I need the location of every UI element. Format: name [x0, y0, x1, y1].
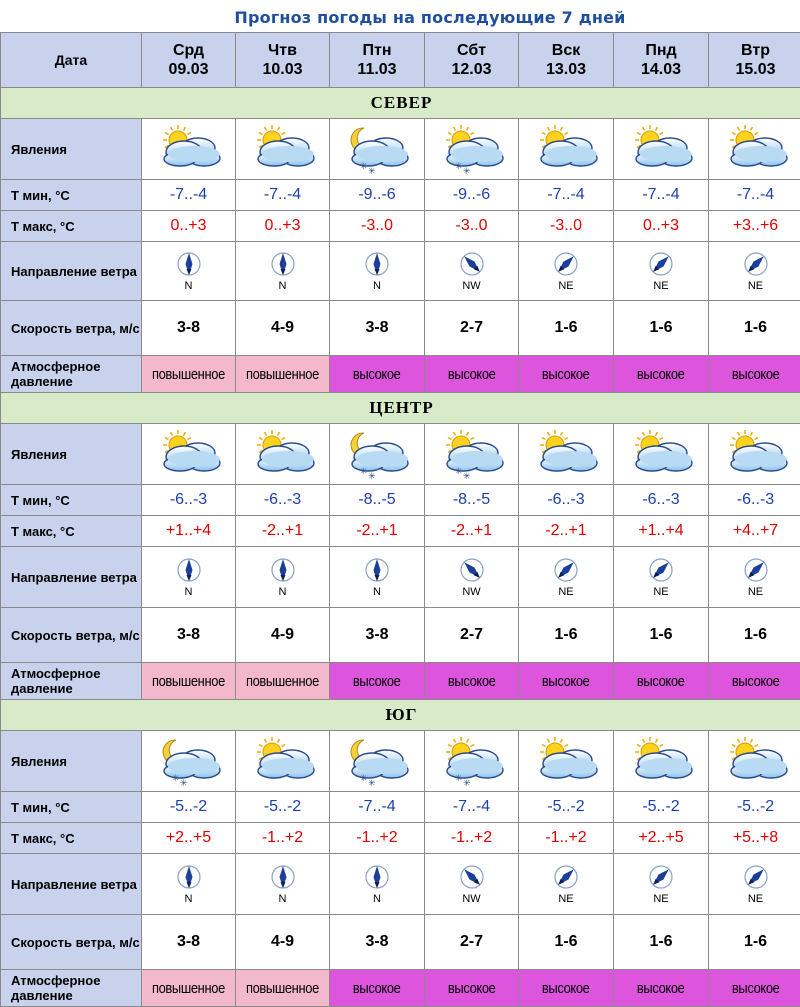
- svg-text:✳: ✳: [462, 472, 471, 481]
- tmin-value: -5..-2: [519, 792, 613, 822]
- sun-cloud-snow-icon: [437, 734, 507, 788]
- tmax-value: -2..+1: [519, 516, 613, 546]
- pressure-cell: [709, 356, 800, 392]
- weather-cell: [425, 119, 518, 179]
- tmax-value: 0..+3: [614, 211, 708, 241]
- weather-cell: [519, 424, 613, 484]
- row-label-tmax: Т макс, °С: [1, 211, 141, 241]
- compass-arrow-icon: [649, 863, 673, 891]
- compass-arrow-icon: [177, 863, 201, 891]
- row-label-tmin: Т мин, °С: [1, 792, 141, 822]
- region-header: ЮГ: [1, 700, 800, 730]
- day-of-week: Срд: [172, 42, 205, 59]
- wind-direction-cell: [142, 854, 235, 914]
- svg-text:✳: ✳: [360, 467, 368, 477]
- tmin-value: -9..-6: [425, 180, 518, 210]
- pressure-cell: [614, 663, 708, 699]
- pressure-value: высокое: [447, 365, 496, 383]
- pressure-value: высокое: [542, 672, 590, 690]
- pressure-cell: [236, 970, 329, 1006]
- region-header: СЕВЕР: [1, 88, 800, 118]
- svg-text:✳: ✳: [360, 162, 368, 172]
- compass-arrow-icon: [554, 863, 578, 891]
- pressure-cell: [709, 663, 800, 699]
- wind-direction-cell: [614, 242, 708, 300]
- wind-direction-cell: [236, 854, 329, 914]
- wind-direction-cell: [330, 242, 424, 300]
- tmin-value: -7..-4: [425, 792, 518, 822]
- wind-direction-cell: [709, 854, 800, 914]
- weather-cell: [236, 731, 329, 791]
- tmin-value: -6..-3: [614, 485, 708, 515]
- pressure-value: высокое: [353, 979, 401, 997]
- compass-arrow-icon: [271, 556, 295, 584]
- compass-arrow-icon: [271, 863, 295, 891]
- row-label-pressure: Атмосферное давление: [1, 970, 141, 1006]
- compass-arrow-icon: [365, 250, 389, 278]
- weather-cell: [330, 119, 424, 179]
- compass-arrow-icon: [365, 863, 389, 891]
- compass-arrow-icon: [365, 556, 389, 584]
- compass-arrow-icon: [744, 250, 768, 278]
- wind-direction-label: NW: [462, 586, 481, 598]
- day-of-week: Сбт: [456, 42, 487, 59]
- wind-direction-cell: [236, 547, 329, 607]
- tmax-value: -3..0: [519, 211, 613, 241]
- tmax-value: -3..0: [330, 211, 424, 241]
- sun-cloud-icon: [626, 734, 696, 788]
- pressure-value: высокое: [447, 979, 496, 997]
- tmax-value: -1..+2: [425, 823, 518, 853]
- compass-arrow-icon: [460, 556, 484, 584]
- day-header: [330, 33, 424, 87]
- wind-speed-value: 1-6: [614, 915, 708, 969]
- pressure-value: высокое: [637, 672, 685, 690]
- wind-direction-cell: [709, 242, 800, 300]
- svg-text:✳: ✳: [454, 162, 463, 172]
- wind-speed-value: 1-6: [614, 608, 708, 662]
- wind-speed-value: 3-8: [330, 608, 424, 662]
- sun-cloud-icon: [531, 734, 601, 788]
- sun-cloud-icon: [721, 427, 791, 481]
- row-label-wind-dir: Направление ветра: [1, 242, 141, 300]
- moon-cloud-snow-icon: [342, 427, 412, 481]
- day-header: [614, 33, 708, 87]
- tmin-value: -5..-2: [709, 792, 800, 822]
- weather-cell: [709, 119, 800, 179]
- day-of-week: Птн: [362, 42, 392, 59]
- tmax-value: +2..+5: [142, 823, 235, 853]
- tmin-value: -7..-4: [709, 180, 800, 210]
- compass-arrow-icon: [744, 863, 768, 891]
- wind-direction-label: N: [373, 586, 381, 598]
- weather-cell: [142, 424, 235, 484]
- pressure-cell: [519, 356, 613, 392]
- tmax-value: +1..+4: [142, 516, 235, 546]
- compass-arrow-icon: [649, 556, 673, 584]
- wind-direction-cell: [425, 547, 518, 607]
- wind-direction-cell: [425, 854, 518, 914]
- compass-arrow-icon: [271, 250, 295, 278]
- wind-speed-value: 3-8: [142, 301, 235, 355]
- tmax-value: -3..0: [425, 211, 518, 241]
- tmax-value: +2..+5: [614, 823, 708, 853]
- wind-direction-cell: [519, 242, 613, 300]
- tmin-value: -7..-4: [142, 180, 235, 210]
- row-label-tmax: Т макс, °С: [1, 516, 141, 546]
- row-label-tmin: Т мин, °С: [1, 485, 141, 515]
- wind-direction-label: NW: [462, 893, 481, 905]
- pressure-value: повышенное: [246, 979, 319, 997]
- wind-direction-label: NE: [747, 280, 764, 292]
- pressure-cell: [236, 663, 329, 699]
- row-label-wind-dir: Направление ветра: [1, 547, 141, 607]
- wind-speed-value: 1-6: [519, 915, 613, 969]
- wind-direction-label: NE: [558, 586, 574, 598]
- pressure-value: высокое: [731, 979, 780, 997]
- pressure-value: высокое: [637, 979, 685, 997]
- moon-cloud-snow-icon: [342, 734, 412, 788]
- pressure-value: повышенное: [152, 365, 225, 383]
- wind-direction-label: NE: [653, 280, 669, 292]
- wind-speed-value: 1-6: [519, 301, 613, 355]
- wind-speed-value: 2-7: [425, 915, 518, 969]
- weather-cell: [519, 731, 613, 791]
- pressure-cell: [236, 356, 329, 392]
- tmax-value: -1..+2: [330, 823, 424, 853]
- pressure-cell: [519, 663, 613, 699]
- tmax-value: +5..+8: [709, 823, 800, 853]
- wind-direction-label: N: [373, 280, 381, 292]
- day-header: [709, 33, 800, 87]
- tmax-value: -2..+1: [236, 516, 329, 546]
- pressure-cell: [142, 663, 235, 699]
- moon-cloud-snow-icon: [342, 122, 412, 176]
- day-header: [519, 33, 613, 87]
- wind-direction-label: NE: [747, 586, 764, 598]
- tmax-value: -2..+1: [330, 516, 424, 546]
- wind-direction-label: N: [184, 893, 193, 905]
- tmax-value: +1..+4: [614, 516, 708, 546]
- svg-text:✳: ✳: [368, 472, 376, 481]
- tmax-value: -1..+2: [236, 823, 329, 853]
- compass-arrow-icon: [554, 556, 578, 584]
- day-date: 10.03: [262, 61, 303, 78]
- wind-direction-label: NE: [558, 893, 574, 905]
- weather-cell: [614, 731, 708, 791]
- day-of-week: Втр: [741, 42, 770, 59]
- pressure-value: высокое: [353, 365, 401, 383]
- weather-cell: [614, 119, 708, 179]
- weather-cell: [425, 424, 518, 484]
- weather-cell: [330, 731, 424, 791]
- sun-cloud-snow-icon: [437, 427, 507, 481]
- date-header: Дата: [1, 33, 141, 87]
- svg-text:✳: ✳: [462, 167, 471, 176]
- svg-text:✳: ✳: [368, 167, 376, 176]
- weather-cell: [709, 424, 800, 484]
- compass-arrow-icon: [460, 250, 484, 278]
- day-header: [142, 33, 235, 87]
- wind-speed-value: 1-6: [519, 608, 613, 662]
- moon-cloud-snow-icon: [154, 734, 224, 788]
- pressure-cell: [614, 970, 708, 1006]
- tmax-value: +3..+6: [709, 211, 800, 241]
- wind-direction-cell: [425, 242, 518, 300]
- day-header: [236, 33, 329, 87]
- day-date: 09.03: [168, 61, 209, 78]
- wind-speed-value: 3-8: [330, 915, 424, 969]
- day-date: 11.03: [357, 61, 397, 78]
- svg-text:✳: ✳: [368, 779, 376, 788]
- wind-speed-value: 3-8: [330, 301, 424, 355]
- wind-direction-label: N: [184, 280, 193, 292]
- tmax-value: 0..+3: [142, 211, 235, 241]
- svg-text:✳: ✳: [171, 774, 180, 784]
- pressure-cell: [709, 970, 800, 1006]
- weather-cell: [236, 424, 329, 484]
- wind-direction-cell: [519, 854, 613, 914]
- compass-arrow-icon: [554, 250, 578, 278]
- compass-arrow-icon: [177, 250, 201, 278]
- pressure-value: повышенное: [246, 365, 319, 383]
- sun-cloud-icon: [721, 122, 791, 176]
- tmin-value: -6..-3: [142, 485, 235, 515]
- wind-direction-cell: [236, 242, 329, 300]
- wind-speed-value: 4-9: [236, 915, 329, 969]
- weather-cell: [519, 119, 613, 179]
- wind-direction-label: NE: [653, 586, 669, 598]
- svg-text:✳: ✳: [360, 774, 368, 784]
- wind-direction-cell: [330, 854, 424, 914]
- row-label-wind-speed: Скорость ветра, м/с: [1, 608, 141, 662]
- pressure-cell: [330, 970, 424, 1006]
- svg-text:✳: ✳: [454, 774, 463, 784]
- row-label-wind-speed: Скорость ветра, м/с: [1, 301, 141, 355]
- pressure-value: повышенное: [152, 979, 225, 997]
- wind-direction-label: N: [278, 280, 287, 292]
- pressure-cell: [142, 970, 235, 1006]
- tmin-value: -9..-6: [330, 180, 424, 210]
- sun-cloud-icon: [154, 122, 224, 176]
- wind-direction-cell: [142, 242, 235, 300]
- wind-speed-value: 3-8: [142, 608, 235, 662]
- sun-cloud-snow-icon: [437, 122, 507, 176]
- weather-cell: [142, 119, 235, 179]
- tmin-value: -6..-3: [236, 485, 329, 515]
- row-label-wind-dir: Направление ветра: [1, 854, 141, 914]
- page-title: Прогноз погоды на последующие 7 дней: [234, 8, 626, 27]
- day-header: [425, 33, 518, 87]
- pressure-value: высокое: [637, 365, 685, 383]
- wind-direction-label: N: [373, 893, 381, 905]
- compass-arrow-icon: [177, 556, 201, 584]
- row-label-phenomena: Явления: [1, 424, 141, 484]
- wind-speed-value: 4-9: [236, 608, 329, 662]
- pressure-value: высокое: [353, 672, 401, 690]
- tmin-value: -6..-3: [709, 485, 800, 515]
- wind-direction-cell: [614, 854, 708, 914]
- tmin-value: -5..-2: [614, 792, 708, 822]
- weather-cell: [425, 731, 518, 791]
- pressure-cell: [519, 970, 613, 1006]
- wind-speed-value: 4-9: [236, 301, 329, 355]
- compass-arrow-icon: [649, 250, 673, 278]
- pressure-cell: [330, 356, 424, 392]
- weather-cell: [709, 731, 800, 791]
- row-label-pressure: Атмосферное давление: [1, 663, 141, 699]
- wind-direction-label: NE: [558, 280, 574, 292]
- tmin-value: -6..-3: [519, 485, 613, 515]
- svg-text:✳: ✳: [454, 467, 463, 477]
- sun-cloud-icon: [531, 122, 601, 176]
- wind-direction-label: N: [184, 586, 193, 598]
- row-label-phenomena: Явления: [1, 731, 141, 791]
- day-of-week: Вск: [551, 42, 581, 59]
- pressure-value: высокое: [542, 979, 590, 997]
- pressure-cell: [614, 356, 708, 392]
- pressure-value: высокое: [731, 672, 780, 690]
- wind-direction-cell: [519, 547, 613, 607]
- compass-arrow-icon: [744, 556, 768, 584]
- wind-speed-value: 3-8: [142, 915, 235, 969]
- sun-cloud-icon: [626, 427, 696, 481]
- day-date: 15.03: [735, 61, 776, 78]
- wind-speed-value: 2-7: [425, 608, 518, 662]
- pressure-cell: [425, 356, 518, 392]
- wind-direction-label: N: [278, 893, 287, 905]
- pressure-value: высокое: [542, 365, 590, 383]
- pressure-cell: [142, 356, 235, 392]
- day-of-week: Пнд: [645, 42, 677, 59]
- wind-direction-cell: [614, 547, 708, 607]
- sun-cloud-icon: [248, 122, 318, 176]
- wind-speed-value: 1-6: [709, 608, 800, 662]
- region-header: ЦЕНТР: [1, 393, 800, 423]
- forecast-table: [0, 32, 800, 1007]
- day-date: 13.03: [545, 61, 587, 78]
- tmin-value: -7..-4: [330, 792, 424, 822]
- tmax-value: +4..+7: [709, 516, 800, 546]
- sun-cloud-icon: [248, 427, 318, 481]
- row-label-tmax: Т макс, °С: [1, 823, 141, 853]
- tmin-value: -7..-4: [614, 180, 708, 210]
- svg-text:✳: ✳: [462, 779, 471, 788]
- compass-arrow-icon: [460, 863, 484, 891]
- row-label-pressure: Атмосферное давление: [1, 356, 141, 392]
- wind-speed-value: 1-6: [709, 301, 800, 355]
- pressure-value: повышенное: [246, 672, 319, 690]
- sun-cloud-icon: [626, 122, 696, 176]
- tmax-value: -1..+2: [519, 823, 613, 853]
- row-label-wind-speed: Скорость ветра, м/с: [1, 915, 141, 969]
- day-date: 12.03: [451, 61, 492, 78]
- wind-direction-label: N: [278, 586, 287, 598]
- wind-direction-cell: [709, 547, 800, 607]
- tmin-value: -7..-4: [519, 180, 613, 210]
- sun-cloud-icon: [721, 734, 791, 788]
- weather-cell: [614, 424, 708, 484]
- weather-cell: [330, 424, 424, 484]
- pressure-value: повышенное: [152, 672, 225, 690]
- sun-cloud-icon: [154, 427, 224, 481]
- wind-direction-label: NE: [653, 893, 669, 905]
- day-date: 14.03: [640, 61, 682, 78]
- pressure-cell: [330, 663, 424, 699]
- weather-cell: [142, 731, 235, 791]
- tmin-value: -5..-2: [236, 792, 329, 822]
- tmin-value: -8..-5: [425, 485, 518, 515]
- wind-speed-value: 1-6: [614, 301, 708, 355]
- sun-cloud-icon: [531, 427, 601, 481]
- row-label-tmin: Т мин, °С: [1, 180, 141, 210]
- tmin-value: -5..-2: [142, 792, 235, 822]
- pressure-value: высокое: [447, 672, 496, 690]
- sun-cloud-icon: [248, 734, 318, 788]
- pressure-cell: [425, 970, 518, 1006]
- tmax-value: 0..+3: [236, 211, 329, 241]
- pressure-value: высокое: [731, 365, 780, 383]
- svg-text:✳: ✳: [179, 779, 188, 788]
- day-of-week: Чтв: [268, 42, 297, 59]
- tmin-value: -7..-4: [236, 180, 329, 210]
- weather-cell: [236, 119, 329, 179]
- wind-speed-value: 2-7: [425, 301, 518, 355]
- wind-direction-label: NW: [462, 280, 481, 292]
- pressure-cell: [425, 663, 518, 699]
- wind-speed-value: 1-6: [709, 915, 800, 969]
- wind-direction-cell: [142, 547, 235, 607]
- wind-direction-cell: [330, 547, 424, 607]
- tmin-value: -8..-5: [330, 485, 424, 515]
- row-label-phenomena: Явления: [1, 119, 141, 179]
- wind-direction-label: NE: [747, 893, 764, 905]
- tmax-value: -2..+1: [425, 516, 518, 546]
